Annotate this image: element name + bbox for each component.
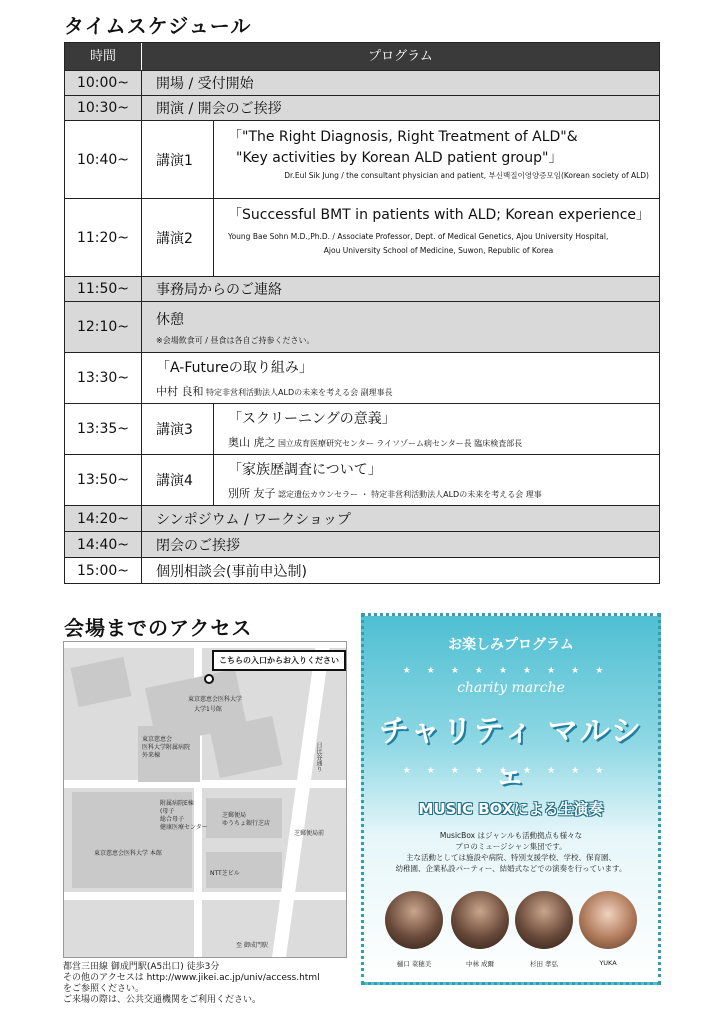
schedule-title: タイムスケジュール	[64, 14, 252, 38]
talk-label: 講演2	[142, 199, 214, 276]
row-time: 10:40~	[65, 121, 142, 198]
table-row	[65, 352, 659, 403]
row-time: 14:40~	[65, 532, 142, 557]
performer-name: YUKA	[599, 959, 617, 967]
row-time: 13:50~	[65, 455, 142, 505]
access-line: その他のアクセスは http://www.jikei.ac.jp/univ/access.html	[63, 973, 320, 983]
table-row	[65, 276, 659, 301]
row-text: 閉会のご挨拶	[156, 537, 240, 554]
map-block	[70, 657, 131, 707]
talk-detail	[214, 404, 659, 454]
bonus-program-box	[361, 613, 661, 985]
map-label-post: 芝郵便局 ゆうちょ銀行芝店	[222, 812, 271, 827]
performer	[514, 891, 574, 968]
row-time: 13:35~	[65, 404, 142, 454]
talk-title: 「家族歴調査について」	[228, 462, 382, 478]
row-text: 開場 / 受付開始	[156, 76, 254, 92]
map-label-post-stop: 芝郵便局前	[294, 830, 325, 837]
talk-label: 講演3	[142, 404, 214, 454]
map-label-ntt: NTT芝ビル	[210, 870, 240, 877]
row-text: 個別相談会(事前申込制)	[156, 563, 307, 580]
speaker-info	[228, 169, 649, 183]
star-row-icon: ★★★★★★★★★	[402, 766, 620, 776]
talk-detail	[142, 353, 659, 403]
performer-photo	[385, 891, 443, 949]
performer	[450, 891, 510, 968]
access-directions	[63, 962, 320, 1006]
performer	[384, 891, 444, 968]
row-time: 15:00~	[65, 558, 142, 583]
speaker-name: Young Bae Sohn M.D.,Ph.D.	[228, 232, 331, 241]
speaker-info	[156, 383, 659, 399]
table-row	[65, 557, 659, 583]
talk-label: 講演1	[142, 121, 214, 198]
row-time: 10:30~	[65, 96, 142, 120]
row-text: シンポジウム / ワークショップ	[156, 511, 351, 528]
performer-name: 中林 成爾	[465, 960, 495, 968]
speaker-role: 認定遺伝カウンセラー ・ 特定非営利活動法人ALDの未来を考える会 理事	[278, 490, 542, 499]
map-label-street: 日比谷通り	[315, 742, 322, 772]
access-line: をご参照ください。	[63, 984, 145, 994]
row-time: 14:20~	[65, 506, 142, 531]
speaker-name: 中村 良和	[156, 385, 204, 398]
map-label-hospital: 東京慈恵会 医科大学附属病院 外来棟	[142, 736, 191, 759]
row-time: 11:20~	[65, 199, 142, 276]
performer-photo	[515, 891, 573, 949]
talk-title: 「A-Futureの取り組み」	[156, 360, 313, 376]
performer-photo	[451, 891, 509, 949]
map-label-bldg1: 大学1号館	[194, 706, 222, 713]
table-row	[65, 454, 659, 505]
table-row	[65, 301, 659, 352]
map-label-univ: 東京慈恵会医科大学	[188, 696, 243, 703]
table-row	[65, 198, 659, 276]
talk-label: 講演4	[142, 455, 214, 505]
performer	[578, 891, 638, 967]
talk-title: 「"The Right Diagnosis, Right Treatment of ALD"&	[228, 129, 578, 145]
charity-marche-logo: チャリティ マルシェ	[379, 714, 643, 793]
header-time: 時間	[65, 43, 142, 70]
access-map	[63, 641, 347, 958]
star-row-icon: ★★★★★★★★★	[402, 666, 620, 676]
talk-title-2: "Key activities by Korean ALD patient group"」	[236, 150, 563, 166]
table-header	[65, 43, 659, 70]
entrance-callout: こちらの入口からお入りください	[212, 650, 346, 671]
talk-detail	[214, 455, 659, 505]
table-row	[65, 95, 659, 120]
map-label-station: 至 御成門駅	[236, 942, 268, 949]
music-box-title: MUSIC BOXによる生演奏	[418, 800, 604, 818]
access-line: ご来場の際は、公共交通機関をご利用ください。	[63, 995, 262, 1005]
speaker-name: 奥山 虎之	[228, 436, 276, 449]
row-time: 12:10~	[65, 302, 142, 352]
table-row	[65, 120, 659, 198]
speaker-role: 国立成育医療研究センター ライソゾーム病センター長 臨床検査部長	[278, 439, 523, 448]
talk-title: 「スクリーニングの意義」	[228, 411, 396, 427]
speaker-role: 特定非営利活動法人ALDの未来を考える会 副理事長	[206, 388, 393, 397]
table-row	[65, 403, 659, 454]
performer-name: 樋口 菜穂美	[396, 960, 432, 968]
schedule-table	[64, 42, 660, 584]
charity-subtitle: charity marche	[457, 680, 565, 696]
table-row	[65, 505, 659, 531]
speaker-info	[228, 434, 659, 450]
row-text: 休憩	[156, 311, 184, 328]
map-label-main: 東京慈恵会医科大学 本館	[94, 850, 162, 857]
break-note: ※会場飲食可 / 昼食は各自ご持参ください。	[156, 335, 315, 345]
talk-title: 「Successful BMT in patients with ALD; Korean experience」	[228, 207, 651, 223]
table-row	[65, 70, 659, 95]
row-time: 13:30~	[65, 353, 142, 403]
music-box-description: MusicBox はジャンルも活動拠点も様々な プロのミュージシャン集団です。 主な活動としては施設や病院、特別支援学校、学校、保育園、 幼稚園、企業私設パーティー、結婚式などでの演奏を行っています。	[395, 831, 627, 873]
talk-detail	[214, 121, 659, 198]
row-time: 10:00~	[65, 71, 142, 95]
speaker-info	[228, 485, 659, 501]
table-row	[65, 531, 659, 557]
speaker-role-2: Ajou University School of Medicine, Suwon, Republic of Korea	[323, 246, 554, 255]
speaker-name: 別所 友子	[228, 487, 276, 500]
access-title: 会場までのアクセス	[64, 616, 253, 640]
row-text: 事務局からのご連絡	[156, 282, 282, 298]
speaker-info	[228, 230, 649, 244]
speaker-role: / the consultant physician and patient, 부신백질이영양증모임(Korean society of ALD)	[338, 171, 649, 180]
performer-photo	[579, 891, 637, 949]
map-label-annex: 附属病院E棟 (母子 総合母子 健康医療センター	[160, 800, 208, 831]
map-road	[64, 892, 347, 900]
talk-detail	[214, 199, 659, 276]
break-cell	[142, 302, 659, 352]
row-text: 開演 / 開会のご挨拶	[156, 101, 282, 117]
map-road	[64, 642, 347, 648]
entrance-marker-icon	[204, 674, 214, 684]
performer-name: 杉田 孝弘	[529, 960, 559, 968]
access-line: 都営三田線 御成門駅(A5出口) 徒歩3分	[63, 962, 220, 972]
speaker-role: / Associate Professor, Dept. of Medical Genetics, Ajou University Hospital,	[330, 232, 609, 241]
header-program: プログラム	[368, 49, 433, 64]
program-title: お楽しみプログラム	[448, 637, 574, 653]
speaker-name: Dr.Eul Sik Jung	[284, 171, 339, 180]
row-time: 11:50~	[65, 277, 142, 301]
